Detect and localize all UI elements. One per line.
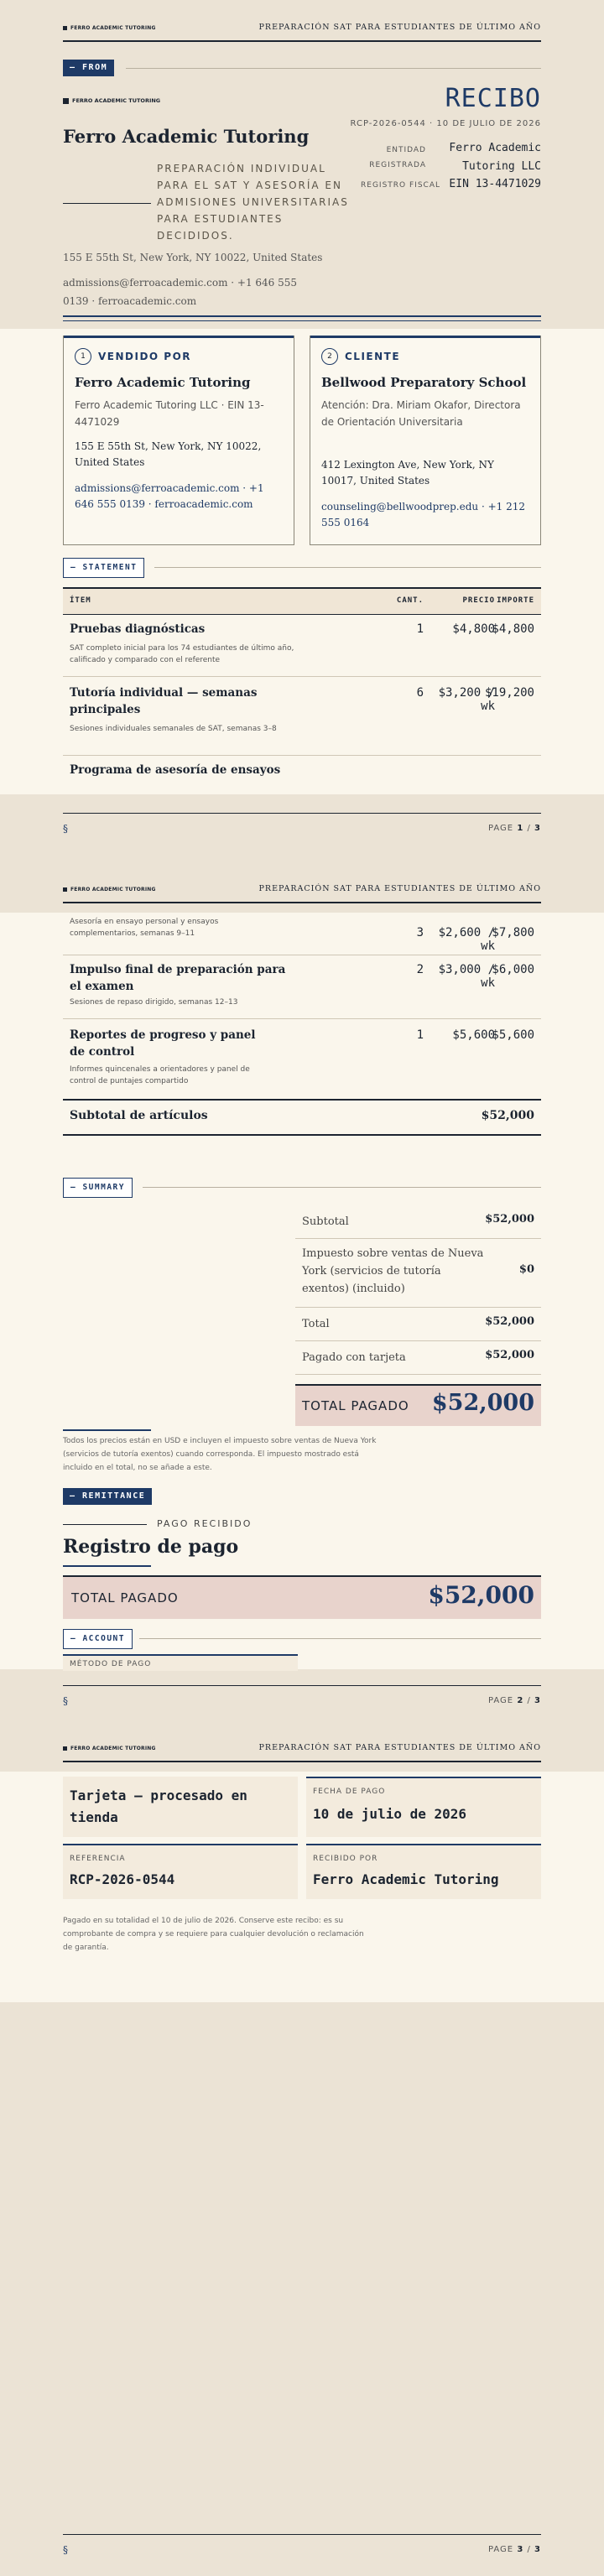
client-contact: counseling@bellwoodprep.edu · +1 212 555 0164 — [321, 501, 525, 528]
page-3 — [0, 1718, 604, 2576]
reference-label: REFERENCIA — [70, 1855, 126, 1863]
table-row — [63, 612, 541, 677]
item-desc: Informes quincenales a orientadores y panel de control de puntajes compartido — [70, 1065, 250, 1085]
brand-mark-icon — [63, 1746, 67, 1751]
received-by-label: RECIBIDO POR — [313, 1855, 378, 1863]
page-1 — [0, 0, 604, 859]
summary-paid-label: TOTAL PAGADO — [302, 1398, 409, 1413]
item-name: Reportes de progreso y panel de control — [70, 1028, 256, 1059]
method-field-top — [63, 1654, 298, 1671]
note-rule — [63, 1429, 151, 1431]
seller-contact: admissions@ferroacademic.com · +1 646 555 0139 · ferroacademic.com — [75, 482, 264, 510]
summary-tax-value: $0 — [518, 1263, 534, 1276]
summary-subtotal-value: $52,000 — [485, 1213, 534, 1226]
date-label: FECHA DE PAGO — [313, 1788, 386, 1796]
col-qty: CANT. — [396, 596, 424, 605]
item-desc: SAT completo inicial para los 74 estudiantes de último año, calificado y comparado con el referente — [70, 644, 294, 664]
divider — [143, 1187, 541, 1188]
brand-name: FERRO ACADEMIC TUTORING — [70, 1746, 156, 1751]
remittance-title: Registro de pago — [63, 1536, 239, 1558]
client-card — [310, 336, 541, 545]
item-name: Pruebas diagnósticas — [70, 622, 206, 636]
remittance-paid-label: TOTAL PAGADO — [71, 1590, 179, 1605]
page-footer — [63, 1685, 541, 1707]
brand-name: FERRO ACADEMIC TUTORING — [70, 25, 156, 31]
price-note: Todos los precios están en USD e incluyen el impuesto sobre ventas de Nueva York (servicios de tutoría exentos) cuando corresponda. El impuesto mostrado está incluido en el total, no se añade a este. — [63, 1437, 377, 1472]
remittance-paid-box — [63, 1575, 541, 1619]
col-price: PRECIO — [462, 596, 495, 605]
item-price: $2,600 / wk — [438, 926, 495, 953]
summary-card-value: $52,000 — [485, 1349, 534, 1361]
method-value: Tarjeta — procesado en tienda — [70, 1788, 247, 1825]
brand-mark-icon — [63, 887, 67, 892]
remittance-eyebrow-rule — [63, 1524, 147, 1525]
item-price: $3,000 / wk — [438, 963, 495, 990]
table-row — [63, 676, 541, 756]
summary-subtotal-row — [295, 1205, 541, 1239]
entity-label: ENTIDAD REGISTRADA — [369, 146, 426, 169]
tax-value: EIN 13-4471029 — [449, 178, 541, 190]
item-qty: 2 — [416, 963, 424, 976]
summary-card-row — [295, 1340, 541, 1375]
col-item: ÍTEM — [70, 596, 91, 605]
summary-total-row — [295, 1307, 541, 1341]
remittance-paid-value: $52,000 — [428, 1581, 534, 1609]
col-amount: IMPORTE — [497, 596, 534, 605]
reference-field — [63, 1844, 298, 1899]
item-name: Impulso final de preparación para el examen — [70, 963, 286, 993]
statement-chip: — STATEMENT — [63, 558, 144, 578]
item-desc: Asesoría en ensayo personal y ensayos complementarios, semanas 9–11 — [70, 918, 219, 938]
issuer-address: 155 E 55th St, New York, NY 10022, United States — [63, 252, 323, 263]
page-2-body — [0, 913, 604, 1669]
page-number: PAGE 3 / 3 — [488, 2545, 541, 2554]
reference-value: RCP-2026-0544 — [70, 1871, 175, 1887]
item-amount: $19,200 — [484, 686, 534, 700]
remittance-eyebrow: PAGO RECIBIDO — [157, 1518, 253, 1529]
seller-title: VENDIDO POR — [98, 351, 192, 362]
divider — [154, 567, 541, 568]
item-amount: $5,600 — [492, 1028, 534, 1042]
table-row — [63, 1018, 541, 1099]
remittance-chip: — REMITTANCE — [63, 1488, 152, 1505]
method-label: MÉTODO DE PAGO — [70, 1660, 152, 1668]
page-footer — [63, 2534, 541, 2556]
summary-total-label: Total — [302, 1318, 330, 1330]
doc-ref-line: RCP-2026-0544 · 10 DE JULIO DE 2026 — [350, 119, 541, 128]
tagline-rule — [63, 203, 151, 204]
date-value: 10 de julio de 2026 — [313, 1806, 467, 1822]
received-by-field — [306, 1844, 541, 1899]
section-mark: § — [63, 2544, 68, 2556]
divider — [126, 68, 541, 69]
table-row — [63, 913, 541, 955]
item-qty: 1 — [416, 1028, 424, 1042]
client-title: CLIENTE — [345, 351, 401, 362]
brand-mark-icon — [63, 98, 69, 104]
client-attn: Atención: Dra. Miriam Okafor, Directora de Orientación Universitaria — [321, 399, 521, 428]
header-rule — [63, 40, 541, 42]
method-field — [63, 1777, 298, 1837]
seller-address: 155 E 55th St, New York, NY 10022, United States — [75, 440, 262, 468]
subtotal-value: $52,000 — [481, 1109, 534, 1122]
entity-value: Ferro Academic Tutoring LLC — [449, 142, 541, 173]
header-tagline: PREPARACIÓN SAT PARA ESTUDIANTES DE ÚLTIMO AÑO — [258, 884, 541, 893]
section-mark: § — [63, 823, 68, 835]
date-field — [306, 1777, 541, 1837]
page-2 — [0, 859, 604, 1718]
header-tagline: PREPARACIÓN SAT PARA ESTUDIANTES DE ÚLTIMO AÑO — [258, 1743, 541, 1752]
item-qty: 1 — [416, 622, 424, 636]
from-chip: — FROM — [63, 60, 114, 76]
item-amount: $4,800 — [492, 622, 534, 636]
issuer-brand-small: FERRO ACADEMIC TUTORING — [63, 97, 160, 104]
seller-legal: Ferro Academic Tutoring LLC · EIN 13-4471029 — [75, 399, 264, 428]
closing-note: Pagado en su totalidad el 10 de julio de 2026. Conserve este recibo: es su comprobante de compra y se requiere para cualquier devolución o reclamación de garantía. — [63, 1917, 364, 1952]
item-desc: Sesiones individuales semanales de SAT, semanas 3–8 — [70, 725, 277, 733]
header-rule — [63, 1761, 541, 1762]
header-tagline: PREPARACIÓN SAT PARA ESTUDIANTES DE ÚLTIMO AÑO — [258, 23, 541, 32]
summary-tax-row — [295, 1238, 541, 1308]
doc-title: RECIBO — [445, 84, 541, 113]
table-row — [63, 755, 541, 788]
summary-chip: — SUMMARY — [63, 1178, 133, 1198]
issuer-name: Ferro Academic Tutoring — [63, 126, 310, 147]
seller-name: Ferro Academic Tutoring — [75, 375, 251, 390]
page-3-body — [0, 1772, 604, 2002]
client-number-badge: 2 — [321, 348, 338, 365]
client-name: Bellwood Preparatory School — [321, 375, 527, 390]
summary-paid-box — [295, 1384, 541, 1426]
subtotal-label: Subtotal de artículos — [70, 1109, 208, 1122]
item-amount: $7,800 — [492, 926, 534, 939]
seller-number-badge: 1 — [75, 348, 91, 365]
summary-total-value: $52,000 — [485, 1315, 534, 1328]
item-price: $3,200 / wk — [438, 686, 495, 713]
subtotal-row — [63, 1099, 541, 1136]
page-number: PAGE 1 / 3 — [488, 824, 541, 833]
summary-subtotal-label: Subtotal — [302, 1215, 349, 1228]
item-price: $5,600 — [452, 1028, 495, 1042]
remittance-title-rule — [63, 1565, 151, 1567]
section-mark: § — [63, 1695, 68, 1707]
brand-name: FERRO ACADEMIC TUTORING — [70, 887, 156, 892]
issuer-tagline: PREPARACIÓN INDIVIDUAL PARA EL SAT Y ASESORÍA EN ADMISIONES UNIVERSITARIAS PARA ESTUDIANTES DECIDIDOS. — [157, 163, 349, 242]
table-row — [63, 955, 541, 1019]
item-amount: $6,000 — [492, 963, 534, 976]
item-price: $4,800 — [452, 622, 495, 636]
received-by-value: Ferro Academic Tutoring — [313, 1871, 499, 1887]
client-address: 412 Lexington Ave, New York, NY 10017, United States — [321, 459, 494, 487]
tax-label: REGISTRO FISCAL — [361, 181, 440, 190]
item-name: Tutoría individual — semanas principales — [70, 686, 258, 716]
item-desc: Sesiones de repaso dirigido, semanas 12–13 — [70, 998, 238, 1007]
item-qty: 6 — [416, 686, 424, 700]
brand-mark-icon — [63, 26, 67, 30]
table-header — [63, 587, 541, 615]
header-double-rule — [63, 315, 541, 317]
summary-paid-value: $52,000 — [431, 1390, 534, 1416]
issuer-contact: admissions@ferroacademic.com · +1 646 555 0139 · ferroacademic.com — [63, 277, 298, 307]
item-qty: 3 — [416, 926, 424, 939]
summary-card-label: Pagado con tarjeta — [302, 1351, 406, 1364]
page-1-body — [0, 329, 604, 794]
page-footer — [63, 813, 541, 835]
page-number: PAGE 2 / 3 — [488, 1696, 541, 1705]
divider — [139, 1638, 541, 1639]
seller-card — [63, 336, 294, 545]
header-rule — [63, 902, 541, 903]
item-name: Programa de asesoría de ensayos — [70, 763, 281, 777]
summary-tax-label: Impuesto sobre ventas de Nueva York (servicios de tutoría exentos) (incluido) — [302, 1247, 484, 1295]
account-chip: — ACCOUNT — [63, 1629, 133, 1649]
